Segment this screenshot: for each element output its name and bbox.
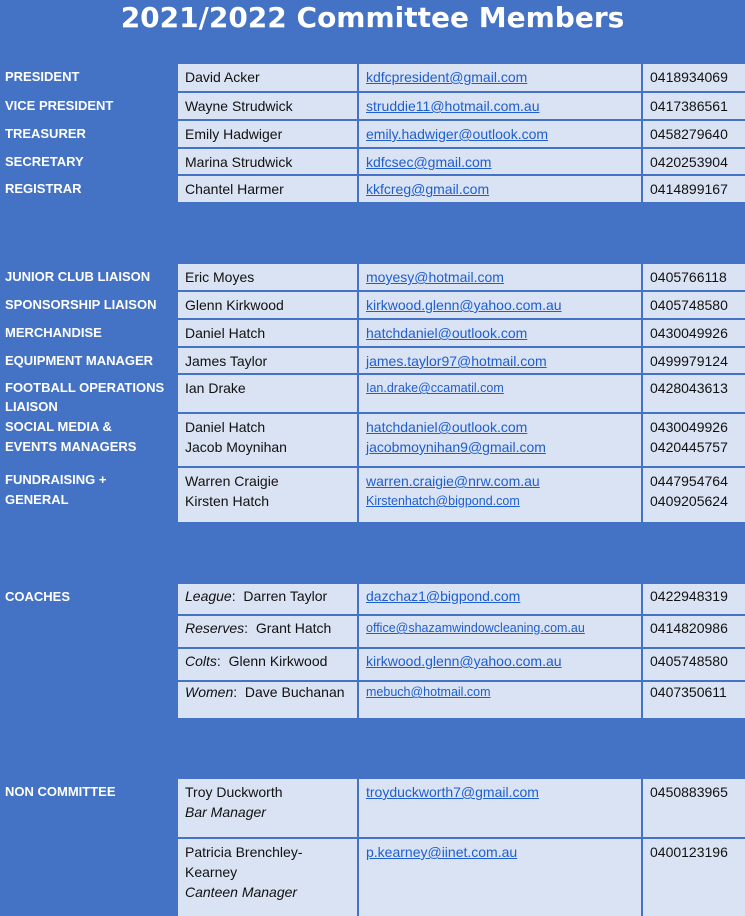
- email-link[interactable]: office@shazamwindowcleaning.com.au: [366, 621, 585, 635]
- email-link[interactable]: Kirstenhatch@bigpond.com: [366, 494, 520, 508]
- member-name: Eric Moyes: [178, 264, 357, 290]
- phone-number: 0405766118: [643, 264, 745, 290]
- phone-number: 0405748580: [643, 649, 745, 680]
- role-label: SPONSORSHIP LIAISON: [0, 292, 176, 318]
- phone-number: 0458279640: [643, 121, 745, 147]
- email-link[interactable]: Ian.drake@ccamatil.com: [366, 381, 504, 395]
- role-label: FUNDRAISING + GENERAL: [0, 468, 176, 522]
- member-name: Ian Drake: [178, 375, 357, 412]
- table-row: [0, 348, 745, 373]
- phone-number: 0407350611: [643, 682, 745, 718]
- table-row: [0, 839, 745, 916]
- email-link[interactable]: mebuch@hotmail.com: [366, 685, 491, 699]
- member-name: Chantel Harmer: [178, 176, 357, 202]
- role-label: SECRETARY: [0, 149, 176, 174]
- phone-number: 0418934069: [643, 64, 745, 91]
- email-link[interactable]: kirkwood.glenn@yahoo.com.au: [366, 297, 562, 313]
- role-label: SOCIAL MEDIA & EVENTS MANAGERS: [0, 414, 176, 466]
- email-link[interactable]: hatchdaniel@outlook.com: [366, 419, 528, 435]
- phone-number: 0420253904: [643, 149, 745, 174]
- phone-number: 0414820986: [643, 616, 745, 647]
- table-row: [0, 584, 745, 614]
- email-link[interactable]: moyesy@hotmail.com: [366, 269, 504, 285]
- page-title: 2021/2022 Committee Members: [120, 1, 625, 34]
- role-label: COACHES: [0, 584, 176, 718]
- table-row: [0, 375, 745, 412]
- table-row: [0, 616, 745, 647]
- role-label: VICE PRESIDENT: [0, 93, 176, 119]
- email-link[interactable]: kirkwood.glenn@yahoo.com.au: [366, 653, 562, 669]
- role-label: REGISTRAR: [0, 176, 176, 202]
- role-label: EQUIPMENT MANAGER: [0, 348, 176, 373]
- member-name: Wayne Strudwick: [178, 93, 357, 119]
- role-label: PRESIDENT: [0, 64, 176, 91]
- member-name: Colts: Glenn Kirkwood: [178, 649, 357, 680]
- member-name: Women: Dave Buchanan: [178, 682, 357, 718]
- role-label: JUNIOR CLUB LIAISON: [0, 264, 176, 290]
- table-row: [0, 779, 745, 837]
- email-link[interactable]: p.kearney@iinet.com.au: [366, 844, 518, 860]
- table-row: [0, 649, 745, 680]
- member-name: League: Darren Taylor: [178, 584, 357, 614]
- phone-number: 0405748580: [643, 292, 745, 318]
- table-row: [0, 64, 745, 91]
- member-name: Patricia Brenchley- Kearney Canteen Manager: [178, 839, 357, 916]
- email-link[interactable]: troyduckworth7@gmail.com: [366, 784, 539, 800]
- member-name: Marina Strudwick: [178, 149, 357, 174]
- table-row: [0, 414, 745, 466]
- role-label: TREASURER: [0, 121, 176, 147]
- phone-number: 0430049926 0420445757: [643, 414, 745, 466]
- member-name: Reserves: Grant Hatch: [178, 616, 357, 647]
- table-row: [0, 176, 745, 202]
- table-row: [0, 320, 745, 346]
- phone-number: 0428043613: [643, 375, 745, 412]
- email-link[interactable]: warren.craigie@nrw.com.au: [366, 473, 540, 489]
- phone-number: 0417386561: [643, 93, 745, 119]
- table-row: [0, 682, 745, 718]
- phone-number: 0447954764 0409205624: [643, 468, 745, 522]
- member-name: Glenn Kirkwood: [178, 292, 357, 318]
- member-name: Troy Duckworth Bar Manager: [178, 779, 357, 837]
- email-link[interactable]: jacobmoynihan9@gmail.com: [366, 439, 546, 455]
- email-link[interactable]: james.taylor97@hotmail.com: [366, 353, 547, 369]
- table-row: [0, 292, 745, 318]
- email-link[interactable]: struddie11@hotmail.com.au: [366, 98, 540, 114]
- phone-number: 0422948319: [643, 584, 745, 614]
- table-row: [0, 468, 745, 522]
- email-link[interactable]: kdfcpresident@gmail.com: [366, 69, 528, 85]
- member-name: David Acker: [178, 64, 357, 91]
- phone-number: 0499979124: [643, 348, 745, 373]
- member-name: Daniel Hatch Jacob Moynihan: [178, 414, 357, 466]
- email-link[interactable]: kkfcreg@gmail.com: [366, 181, 490, 197]
- member-name: Daniel Hatch: [178, 320, 357, 346]
- table-row: [0, 149, 745, 174]
- email-link[interactable]: kdfcsec@gmail.com: [366, 154, 492, 170]
- member-name: Emily Hadwiger: [178, 121, 357, 147]
- table-row: [0, 264, 745, 290]
- email-link[interactable]: hatchdaniel@outlook.com: [366, 325, 528, 341]
- role-label: NON COMMITTEE: [0, 779, 176, 916]
- member-name: Warren Craigie Kirsten Hatch: [178, 468, 357, 522]
- table-row: [0, 121, 745, 147]
- table-row: [0, 93, 745, 119]
- phone-number: 0400123196: [643, 839, 745, 916]
- role-label: MERCHANDISE: [0, 320, 176, 346]
- role-label: FOOTBALL OPERATIONS LIAISON: [0, 375, 176, 412]
- phone-number: 0414899167: [643, 176, 745, 202]
- phone-number: 0450883965: [643, 779, 745, 837]
- member-name: James Taylor: [178, 348, 357, 373]
- email-link[interactable]: emily.hadwiger@outlook.com: [366, 126, 549, 142]
- phone-number: 0430049926: [643, 320, 745, 346]
- email-link[interactable]: dazchaz1@bigpond.com: [366, 588, 521, 604]
